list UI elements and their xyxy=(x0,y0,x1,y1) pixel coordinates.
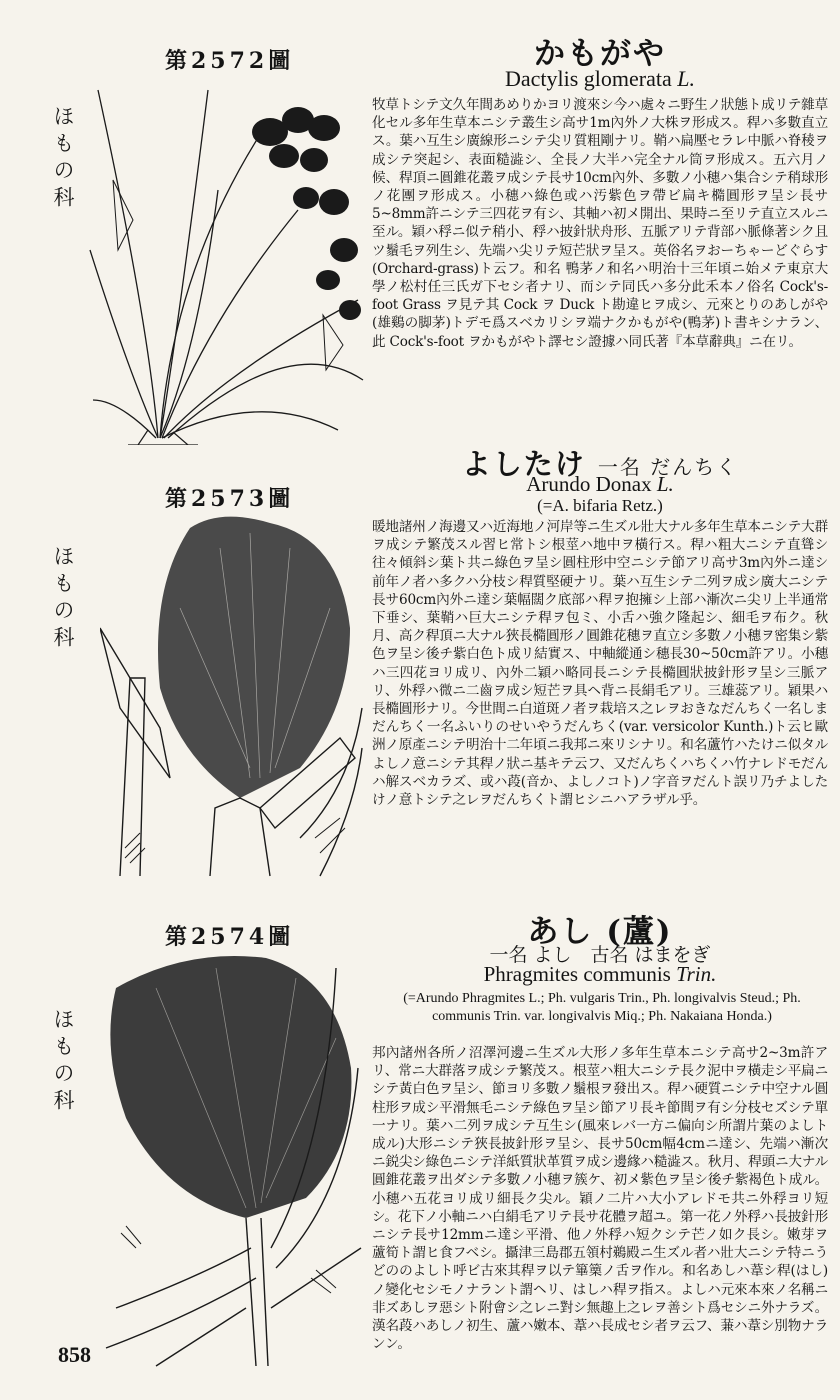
synonym-phragmites: (=Arundo Phragmites L.; Ph. vulgaris Trin., Ph. longivalvis Steud.; Ph. communis Trin. var. longivalvis Miq.; Ph. Nakaiana Honda.) xyxy=(403,991,801,1024)
sci-genus-species: Phragmites communis xyxy=(483,962,671,986)
sci-author: Trin. xyxy=(676,962,717,986)
sci-author: L. xyxy=(677,66,696,91)
phragmites-illustration xyxy=(96,948,364,1368)
family-label: ほもの科 xyxy=(51,1008,75,1116)
figure-label-2574: 第2574圖 xyxy=(165,924,295,950)
scientific-name-arundo xyxy=(370,472,830,497)
arundo-illustration xyxy=(100,508,365,878)
jp-name: あし xyxy=(527,914,594,950)
scientific-name-dactylis xyxy=(370,66,830,92)
sci-genus-species: Dactylis glomerata xyxy=(504,66,672,91)
jp-kanji: (蘆) xyxy=(606,914,673,950)
sci-author: L. xyxy=(656,472,674,496)
scientific-name-phragmites xyxy=(370,962,830,987)
synonym-arundo: (=A. bifaria Retz.) xyxy=(537,496,663,515)
alt-names-ashi: 一名 よし 古名 はまをぎ xyxy=(489,944,711,966)
entry-title-kamogaya: かもがや xyxy=(534,36,666,72)
dactylis-illustration xyxy=(88,70,368,445)
page-number: 858 xyxy=(58,1342,91,1367)
sci-genus-species: Arundo Donax xyxy=(526,472,652,496)
description-dactylis: 牧草トシテ文久年間あめりかヨリ渡來シ今ハ處々ニ野生ノ狀態ト成リテ雜草化セル多年生草本ニシテ叢生シ高サ1m內外ノ大株ヲ形成ス。稈ハ多數直立ス。葉ハ互生シ廣線形ニシテ尖リ質粗剛ナリ。鞘ハ扁壓セラレ中脈ハ脊稜ヲ成シテ突起シ、表面糙澁シ、全長ノ大半ハ完全ナル筒ヲ形成ス。五六月ノ候、稈頂ニ圓錐花叢ヲ成シテ長サ10cm內外、多數ノ小穗ハ集合シテ稍球形ノ花團ヲ形成ス。小穗ハ綠色或ハ汚紫色ヲ帶ビ扁キ橢圓形ヲ呈シ長サ5~8mm許ニシテ三四花ヲ有シ、其軸ハ初メ開出、果時ニ至リテ直立スルニ至ル。穎ハ稃ニ似テ稍小、稃ハ披針狀舟形、五脈アリテ背部ハ脈條著シク且ツ鬚毛ヲ列生シ、先端ハ尖リテ短芒狀ヲ呈ス。英俗名ヲおーちゃーどぐらす(Orchard-grass)ト云フ。和名 鴨茅ノ和名ハ明治十三年頃ニ始メテ東京大學ノ松村任三氏ガ下セシ者ナリ、而シテ同氏ハ多分此禾本ノ俗名 Cock's-foot Grass ヲ見テ其 Cock ヲ Duck ト勘違ヒヲ成シ、元來とりのあしがや(雄鷄の脚茅)トデモ爲スベカリシヲ端ナクかもがや(鴨茅)ト書キシナラン、此 Cock's-foot ヲかもがやト譯セシ證據ハ同氏著『本草辭典』ニ在リ。 xyxy=(372,97,828,350)
description-arundo: 暖地諸州ノ海邊又ハ近海地ノ河岸等ニ生ズル壯大ナル多年生草本ニシテ大群ヲ成シテ繁茂スル習ヒ常トシ根莖ハ地中ヲ橫行ス。稈ハ粗大ニシテ直聳シ往々傾斜シ葉ト共ニ綠色ヲ呈シ圓柱形中空ニシテ節アリ高サ3m內外ニ達シ前年ノ者ハ多クハ分枝シ稈質堅硬ナリ。葉ハ互生シテ二列ヲ成シ廣大ニシテ長サ60cm內外ニ達シ葉幅闊ク底部ハ稈ヲ抱擁シ上部ハ漸次ニ尖リ上半通常下垂シ、葉鞘ハ巨大ニシテ稈ヲ包ミ、小舌ハ強ク隆起シ、細毛ヲ布ク。秋月、高ク稈頂ニ大ナル狹長橢圓形ノ圓錐花穗ヲ直立シ多數ノ小穗ヲ密集シ紫色ヲ呈シ後チ紫白色ト成リ結實ス、中軸縱通シ穗長30~50cm許アリ。小穗ハ三四花ヨリ成リ、內外二穎ハ略同長ニシテ長橢圓狀披針形ヲ呈シ三脈アリ、外稃ハ微ニ二齒ヲ成シ短芒ヲ具ヘ背ニ長絹毛アリ。三雄蕊アリ。穎果ハ長橢圓形ナリ。今世間ニ白道斑ノ者ヲ栽培ス之レヲおきなだんちく一名しまだんちく一名ふいりのせいやうだんちく(var. versicolor Kunth.)ト云ヒ歐洲ノ原產ニシテ明治十二年頃ニ我邦ニ來リシナリ。和名蘆竹ハたけニ似タルよしノ意ニシテ其稈ノ狀ニ基キテ云フ、又だんちくハちくハ竹ナレドモだんハ解スベカラズ、或ハ葮(音か、よしノコト)ノ字音ヲだんト誤リ乃チよしたけノ意トシテ之レヲだんちくト謂ヒシニハアラザル乎。 xyxy=(372,519,828,809)
family-label: ほもの科 xyxy=(51,545,75,653)
jp-name: よしたけ xyxy=(461,447,586,481)
figure-label-2573: 第2573圖 xyxy=(165,486,295,512)
description-phragmites: 邦內諸州各所ノ沼澤河邊ニ生ズル大形ノ多年生草本ニシテ高サ2~3m許アリ、常ニ大群落ヲ成シテ繁茂ス。根莖ハ粗大ニシテ長ク泥中ヲ橫走シ平扁ニシテ黃白色ヲ呈シ、節ヨリ多數ノ鬚根ヲ發出ス。稈ハ硬質ニシテ中空ナル圓柱形ヲ成シ平滑無毛ニシテ綠色ヲ呈シ節アリ長キ節間ヲ有シ分枝セズシテ單一ナリ。葉ハ二列ヲ成シテ互生シ(風來レバ一方ニ偏向シ所謂片葉のよしト成ル)大形ニシテ狹長披針形ヲ呈シ、長サ50cm幅4cmニ達シ、先端ハ漸次ニ鋭尖シ綠色ニシテ洋紙質狀革質ヲ成シ邊緣ハ糙澁ス。秋月、稈頭ニ大ナル圓錐花叢ヲ出ダシテ多數ノ小穗ヲ簇ケ、初メ紫色ヲ呈シ後チ紫褐色ト成ル。小穗ハ五花ヨリ成リ細長ク尖ル。穎ノ二片ハ大小アレドモ共ニ外稃ヨリ短シ。花下ノ小軸ニハ白絹毛アリテ長サ花體ヲ超ユ。第一花ノ外稃ハ長披針形ニシテ長サ12mmニ達シ平滑、他ノ外稃ハ短クシテ芒ノ如ク長シ。嫩芽ヲ蘆筍ト謂ヒ食フベシ。攝津三島郡五領村鵜殿ニ生ズル者ハ壯大ニシテ特ニうどののよしト呼ビ古來其稈ヲ以テ篳篥ノ舌ヲ作ル。和名あしハ葦シ稈(はし)ノ變化セシモノナラント謂ヘリ、はしハ稈ヲ指ス。よしハ元來本來ノ名稱ニ非ズあしヲ惡シト附會シ之レニ對シ無趣上之レヲ善シト爲セシニ外ナラズ。漢名葮ハあしノ初生、蘆ハ嫩本、葦ハ長成セシ者ヲ云フ、蒹ハ葦シ別物ナランン。 xyxy=(372,1045,828,1353)
alt-name: 一名 だんちく xyxy=(597,455,739,479)
family-label: ほもの科 xyxy=(51,105,75,213)
figure-label-2572: 第2572圖 xyxy=(165,48,295,74)
